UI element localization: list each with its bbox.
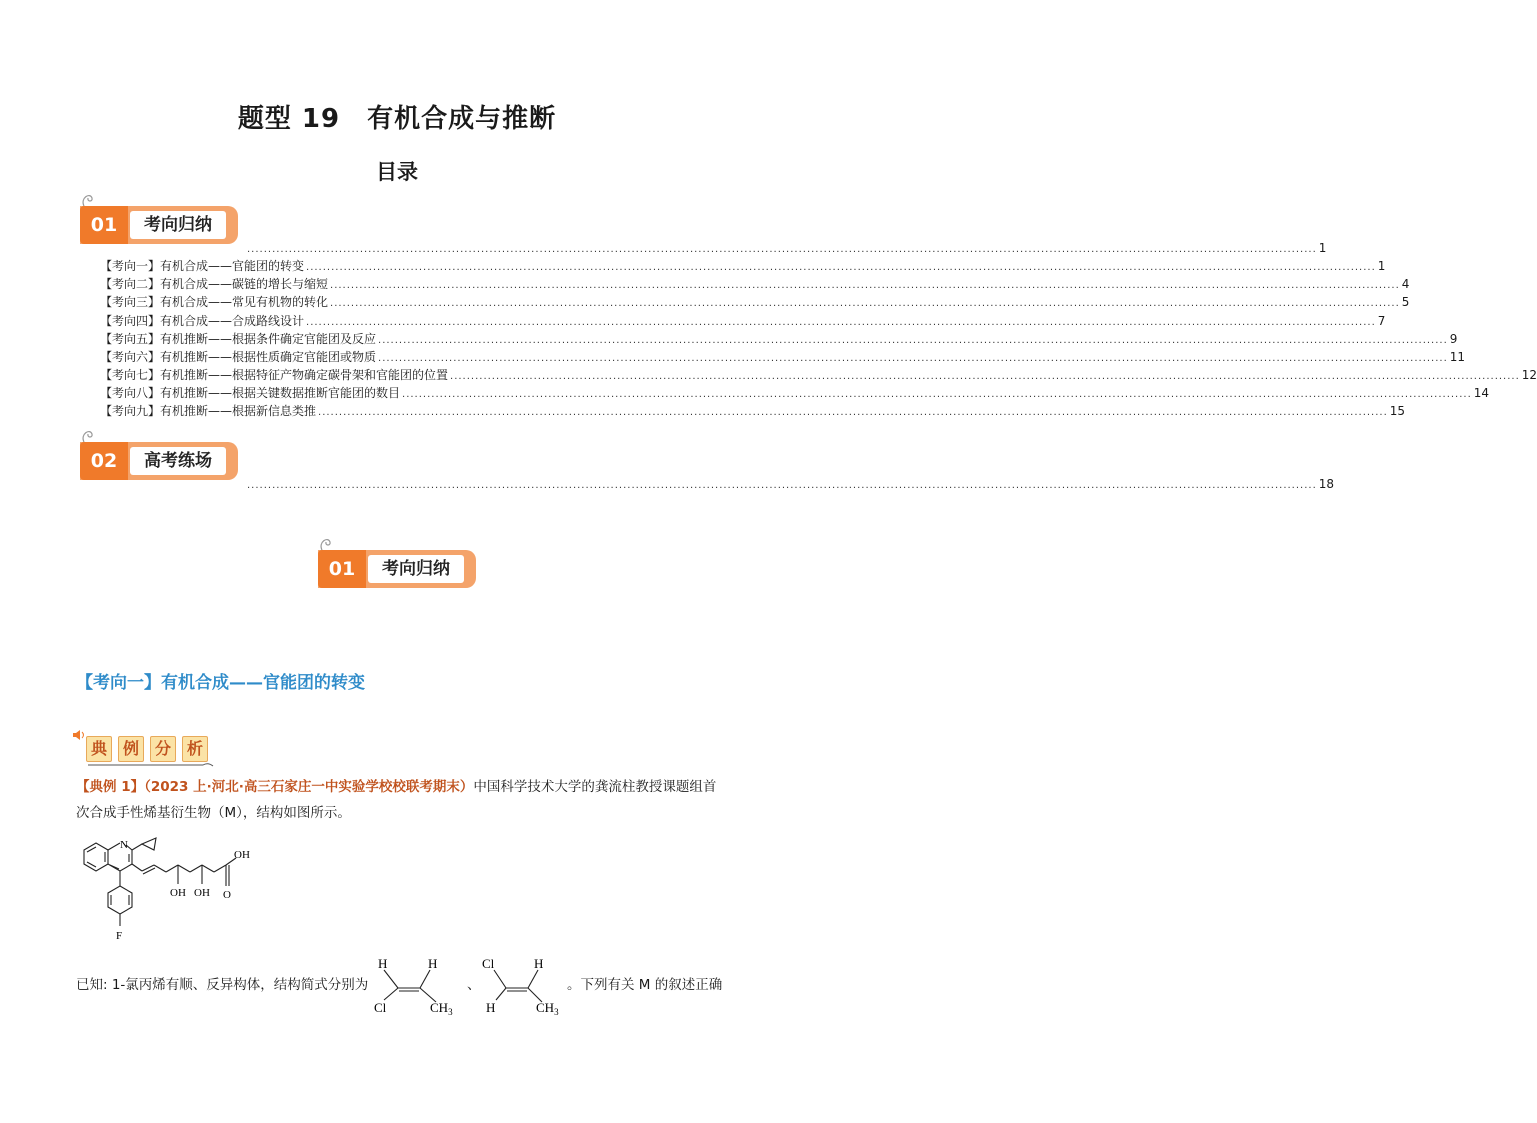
toc-page: 1 (1318, 241, 1327, 255)
example-tag: 【典例 1】 (76, 779, 145, 795)
toc-page: 9 (1449, 332, 1458, 346)
known-info-text: 已知: 1-氯丙烯有顺、反异构体，结构简式分别为 (76, 977, 369, 993)
toc-page: 15 (1389, 404, 1406, 418)
atom-f: F (116, 930, 123, 942)
badge-label: 高考练场 (130, 447, 226, 475)
toc-text: 【考向七】有机推断——根据特征产物确定碳骨架和官能团的位置 (100, 368, 449, 382)
toc-page: 1 (1377, 259, 1386, 273)
toc-entry[interactable]: ................................................................................................................................................................................................................................................................ 1 (247, 241, 1327, 255)
atom-ch3: $CH_3$ (430, 1000, 453, 1017)
toc-text: 【考向一】有机合成——官能团的转变 (100, 259, 305, 273)
badge-number: 01 (318, 550, 366, 588)
atom-cl: Cl (374, 1000, 387, 1015)
toc-text: 【考向九】有机推断——根据新信息类推 (100, 404, 317, 418)
toc-page: 12 (1521, 368, 1537, 382)
toc-entry[interactable]: 【考向三】有机合成——常见有机物的转化 ................................................................................................................................................................................................................................................................ 5 (100, 295, 1410, 309)
title-char: 典 (86, 736, 112, 762)
toc-text: 【考向六】有机推断——根据性质确定官能团或物质 (100, 350, 377, 364)
toc-entry[interactable]: 【考向九】有机推断——根据新信息类推 ................................................................................................................................................................................................................................................................ 15 (100, 404, 1406, 418)
badge-number: 02 (80, 442, 128, 480)
toc-entry[interactable]: 【考向六】有机推断——根据性质确定官能团或物质 ................................................................................................................................................................................................................................................................ 11 (100, 350, 1466, 364)
badge-label: 考向归纳 (130, 211, 226, 239)
page-title: 题型 19 有机合成与推断 (237, 104, 557, 134)
example-text: 中国科学技术大学的龚流柱教授课题组首次合成手性烯基衍生物（M），结构如图所示。 (76, 779, 717, 821)
speaker-icon (72, 730, 86, 740)
badge-label: 考向归纳 (368, 555, 464, 583)
toc-title: 目录 (376, 160, 418, 184)
toc-entry[interactable]: ................................................................................................................................................................................................................................................................ 18 (247, 477, 1335, 491)
toc-entry[interactable]: 【考向四】有机合成——合成路线设计 ................................................................................................................................................................................................................................................................ 7 (100, 314, 1386, 328)
section-badge-01 (80, 200, 240, 248)
atom-h: H (378, 956, 388, 971)
toc-page: 7 (1377, 314, 1386, 328)
section-badge-01-body (318, 544, 478, 592)
toc-entry[interactable]: 【考向一】有机合成——官能团的转变 ................................................................................................................................................................................................................................................................ 1 (100, 259, 1386, 273)
toc-text: 【考向二】有机合成——碳链的增长与缩短 (100, 277, 329, 291)
section-badge-02 (80, 436, 240, 484)
atom-h: H (534, 956, 544, 971)
atom-oh: OH (170, 887, 186, 899)
toc-text: 【考向五】有机推断——根据条件确定官能团及反应 (100, 332, 377, 346)
example-1-paragraph (76, 774, 726, 826)
known-info-tail: 。下列有关 M 的叙述正确 (567, 977, 723, 993)
atom-ch3: $CH_3$ (536, 1000, 559, 1017)
molecule-m-structure (70, 830, 260, 948)
toc-page: 4 (1401, 277, 1410, 291)
toc-entry[interactable]: 【考向七】有机推断——根据特征产物确定碳骨架和官能团的位置 ................................................................................................................................................................................................................................................................ 12 (100, 368, 1537, 382)
toc-page: 11 (1449, 350, 1466, 364)
title-char: 例 (118, 736, 144, 762)
atom-oh: OH (194, 887, 210, 899)
section-heading: 【考向一】有机合成——官能团的转变 (76, 673, 365, 693)
trans-chloropropene-structure (478, 952, 570, 1016)
toc-page: 14 (1473, 386, 1490, 400)
example-source: （2023 上·河北·高三石家庄一中实验学校校联考期末） (144, 779, 474, 795)
toc-page: 5 (1401, 295, 1410, 309)
cis-chloropropene-structure (370, 952, 466, 1016)
example-analysis-title (82, 734, 212, 766)
atom-n: N (120, 839, 128, 851)
title-char: 析 (182, 736, 208, 762)
badge-number: 01 (80, 206, 128, 244)
atom-h: H (428, 956, 438, 971)
toc-text: 【考向四】有机合成——合成路线设计 (100, 314, 305, 328)
toc-entry[interactable]: 【考向八】有机推断——根据关键数据推断官能团的数目 ................................................................................................................................................................................................................................................................ 14 (100, 386, 1490, 400)
toc-text: 【考向三】有机合成——常见有机物的转化 (100, 295, 329, 309)
separator: 、 (467, 977, 481, 993)
atom-h: H (486, 1000, 496, 1015)
atom-o: O (223, 889, 231, 901)
toc-page: 18 (1318, 477, 1335, 491)
atom-oh: OH (234, 849, 250, 861)
title-char: 分 (150, 736, 176, 762)
toc-entry[interactable]: 【考向二】有机合成——碳链的增长与缩短 ................................................................................................................................................................................................................................................................ 4 (100, 277, 1410, 291)
toc-text: 【考向八】有机推断——根据关键数据推断官能团的数目 (100, 386, 401, 400)
toc-entry[interactable]: 【考向五】有机推断——根据条件确定官能团及反应 ................................................................................................................................................................................................................................................................ 9 (100, 332, 1458, 346)
atom-cl: Cl (482, 956, 495, 971)
title-underline (88, 762, 218, 768)
